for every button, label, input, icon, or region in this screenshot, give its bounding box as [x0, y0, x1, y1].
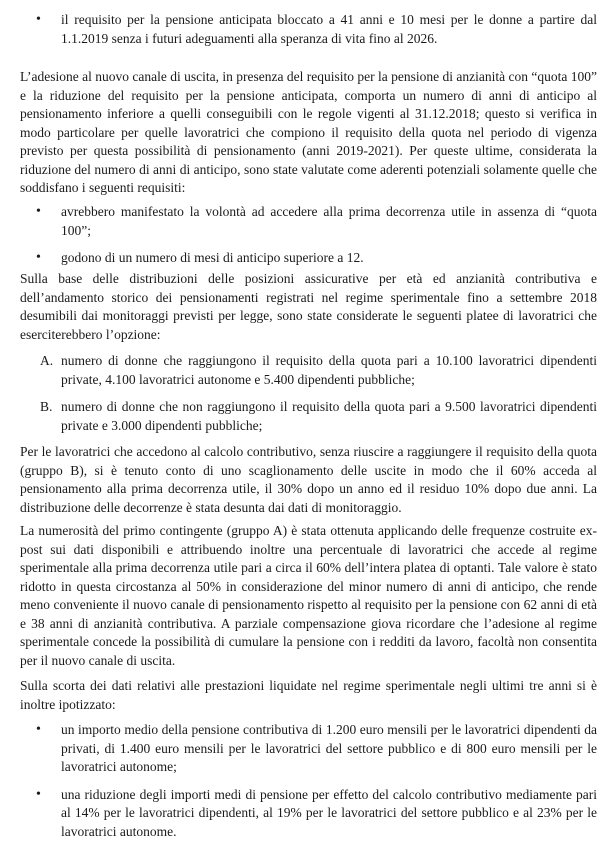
list-item: • una riduzione degli importi medi di pensione per effetto del calcolo contributivo mediamente pari al 14% per le lavoratrici dipendenti, al 19% per le lavoratrici del settore pubblico e al 23% per le lavoratrici autonome.: [20, 786, 597, 842]
paragraph-adesione: L’adesione al nuovo canale di uscita, in presenza del requisito per la pensione di anzianità con “quota 100” e la riduzione del requisito per la pensione anticipata, comporta un numero di anni di anticipo al pensionamento inferiore a quelli conseguibili con le regole vigenti al 31.12.2018; questo si verifica in modo particolare per quelle lavoratrici che compiono il requisito della quota nel periodo di vigenza previsto per questa possibilità di pensionamento (anni 2019-2021). Per queste ultime, considerata la riduzione del numero di anni di anticipo, sono state valutate come aderenti potenziali solamente quelle che soddisfano i seguenti requisiti:: [20, 69, 597, 195]
paragraph-ipotesi: Sulla scorta dei dati relativi alle prestazioni liquidate nel regime sperimentale negli ultimi tre anni si è inoltre ipotizzato:: [20, 678, 597, 712]
list-item-text: numero di donne che raggiungono il requisito della quota pari a 10.100 lavoratrici dipendenti private, 4.100 lavoratrici autonome e 5.400 dipendenti pubbliche;: [61, 353, 597, 387]
list-item: • godono di un numero di mesi di anticipo superiore a 12.: [20, 249, 597, 268]
bullet-list-top: [20, 11, 597, 48]
list-item-text: numero di donne che non raggiungono il requisito della quota pari a 9.500 lavoratrici dipendenti private e 3.000 dipendenti pubbliche;: [61, 399, 597, 433]
list-item: • un importo medio della pensione contributiva di 1.200 euro mensili per le lavoratrici dipendenti da privati, di 1.400 euro mensili per le lavoratrici del settore pubblico e di 800 euro mensili per le lavoratrici autonome;: [20, 721, 597, 777]
list-item: • il requisito per la pensione anticipata bloccato a 41 anni e 10 mesi per le donne a partire dal 1.1.2019 senza i futuri adeguamenti alla speranza di vita fino al 2026.: [20, 11, 597, 48]
paragraph-platee: Sulla base delle distribuzioni delle posizioni assicurative per età ed anzianità contributiva e dell’andamento storico dei pensionamenti registrati nel regime sperimentale fino a settembre 2018 desumibili dai monitoraggi previsti per legge, sono state considerate le seguenti platee di lavoratrici che eserciterebbero l’opzione:: [20, 271, 597, 342]
list-item-group-a: [20, 352, 597, 389]
list-marker: A.: [40, 353, 54, 368]
group-list: [20, 352, 597, 435]
bullet-list-final: [20, 721, 597, 841]
list-marker: B.: [40, 399, 53, 414]
paragraph-gruppo-a: La numerosità del primo contingente (gruppo A) è stata ottenuta applicando delle frequenze costruite ex-post sui dati disponibili e attribuendo inoltre una percentuale di lavoratrici che accede al regime sperimentale alla prima decorrenza utile pari a circa il 60% dell’intera platea di optanti. Tale valore è stato ridotto in questa circostanza al 50% in considerazione del minor numero di anni di anticipo, che rende meno conveniente il nuovo canale di pensionamento rispetto al requisito per la pensione con 62 anni di età e 38 anni di anzianità contributiva. A parziale compensazione giova ricordare che l’adesione al regime sperimentale concede la possibilità di cumulare la pensione con i redditi da lavoro, facoltà non consentita per il nuovo canale di uscita.: [20, 523, 597, 668]
list-item-group-b: [20, 398, 597, 435]
list-item: • avrebbero manifestato la volontà ad accedere alla prima decorrenza utile in assenza di “quota 100”;: [20, 203, 597, 240]
bullet-list-requisiti: [20, 203, 597, 268]
paragraph-gruppo-b: Per le lavoratrici che accedono al calcolo contributivo, senza riuscire a raggiungere il requisito della quota (gruppo B), si è tenuto conto di uno scaglionamento delle uscite in modo che il 60% acceda al pensionamento alla prima decorrenza utile, il 30% dopo un anno ed il residuo 10% dopo due anni. La distribuzione delle decorrenze è stata desunta dai dati di monitoraggio.: [20, 444, 597, 515]
